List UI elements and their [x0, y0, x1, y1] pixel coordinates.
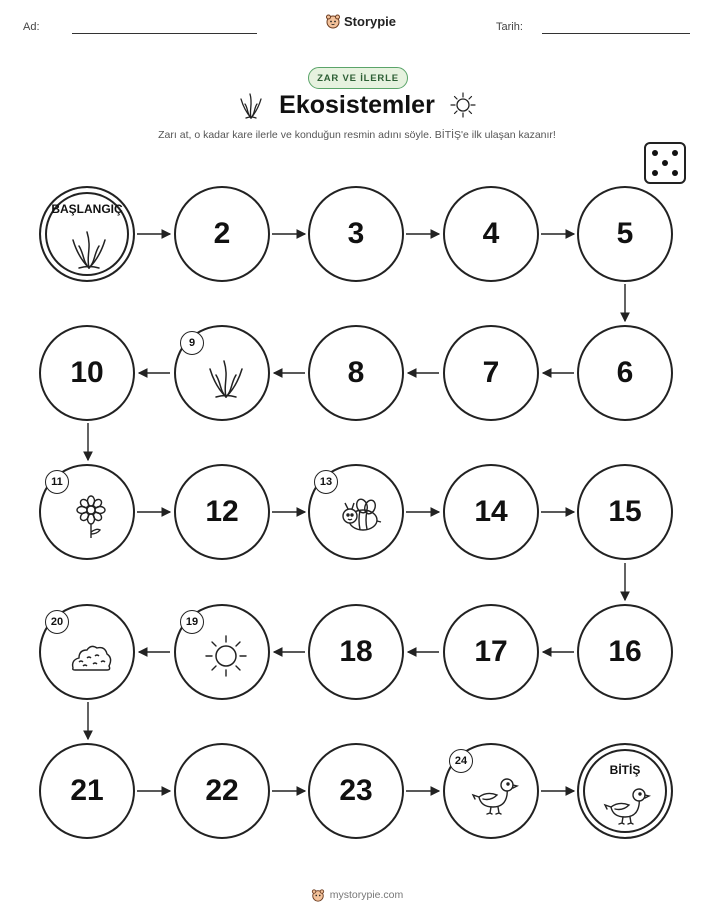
cell-number: 18	[339, 635, 373, 668]
cell-number: 16	[608, 635, 642, 668]
finish-cell[interactable]	[577, 743, 673, 839]
board-cell-picture[interactable]	[174, 604, 270, 700]
board-cell[interactable]	[174, 743, 270, 839]
board-cell[interactable]	[577, 186, 673, 282]
board-cell-picture[interactable]	[39, 464, 135, 560]
cell-number-badge: 13	[314, 470, 338, 494]
board-cell-picture[interactable]	[39, 604, 135, 700]
footer	[0, 888, 714, 902]
instructions: Zarı at, o kadar kare ilerle ve konduğun resmin adını söyle. BİTİŞ'e ilk ulaşan kazanır!	[158, 129, 556, 141]
cell-number: 14	[474, 495, 508, 528]
seaweed-icon	[65, 224, 113, 272]
seaweed-icon	[202, 353, 250, 401]
start-label: BAŞLANGIÇ	[51, 202, 123, 216]
footer-url[interactable]: mystorypie.com	[329, 889, 404, 901]
cell-number: 3	[347, 217, 365, 250]
cell-number: 7	[482, 356, 500, 389]
cell-number: 6	[616, 356, 634, 389]
cell-number: 8	[347, 356, 365, 389]
bee-icon	[336, 492, 384, 540]
cell-number: 10	[70, 356, 104, 389]
board-cell[interactable]	[443, 186, 539, 282]
brand-name: Storypie	[344, 13, 397, 29]
sun-icon	[202, 632, 250, 680]
bird-icon	[603, 781, 651, 829]
board-cell[interactable]	[39, 743, 135, 839]
mascot-icon	[311, 888, 325, 902]
board-cell-picture[interactable]	[308, 464, 404, 560]
board-cell[interactable]	[308, 604, 404, 700]
board-cell[interactable]	[443, 604, 539, 700]
name-label: Ad:	[23, 21, 40, 33]
cell-number: 17	[474, 635, 508, 668]
cell-number: 2	[213, 217, 231, 250]
cell-number-badge: 9	[180, 331, 204, 355]
cell-number: 4	[482, 217, 500, 250]
board-cell[interactable]	[308, 743, 404, 839]
flower-icon	[67, 492, 115, 540]
cell-number: 12	[205, 495, 239, 528]
board-cell[interactable]	[577, 604, 673, 700]
date-label: Tarih:	[496, 21, 523, 33]
cell-number: 15	[608, 495, 642, 528]
finish-label: BİTİŞ	[609, 763, 641, 777]
board-cell[interactable]	[308, 325, 404, 421]
game-type-badge: ZAR VE İLERLE	[308, 67, 408, 89]
board-cell[interactable]	[174, 186, 270, 282]
title-text: Ekosistemler	[279, 90, 435, 119]
bush-icon	[67, 632, 115, 680]
board-cell-picture[interactable]	[174, 325, 270, 421]
start-cell[interactable]	[39, 186, 135, 282]
cell-number: 21	[70, 774, 104, 807]
board-cell[interactable]	[577, 464, 673, 560]
board-cell[interactable]	[174, 464, 270, 560]
board-cell-picture[interactable]	[443, 743, 539, 839]
cell-number-badge: 11	[45, 470, 69, 494]
cell-number-badge: 20	[45, 610, 69, 634]
board-cell[interactable]	[577, 325, 673, 421]
board-cell[interactable]	[443, 325, 539, 421]
cell-number-badge: 19	[180, 610, 204, 634]
board-cell[interactable]	[308, 186, 404, 282]
board-cell[interactable]	[443, 464, 539, 560]
bird-icon	[471, 771, 519, 819]
cell-number: 23	[339, 774, 373, 807]
cell-number-badge: 24	[449, 749, 473, 773]
board-cell[interactable]	[39, 325, 135, 421]
cell-number: 5	[616, 217, 634, 250]
cell-number: 22	[205, 774, 239, 807]
